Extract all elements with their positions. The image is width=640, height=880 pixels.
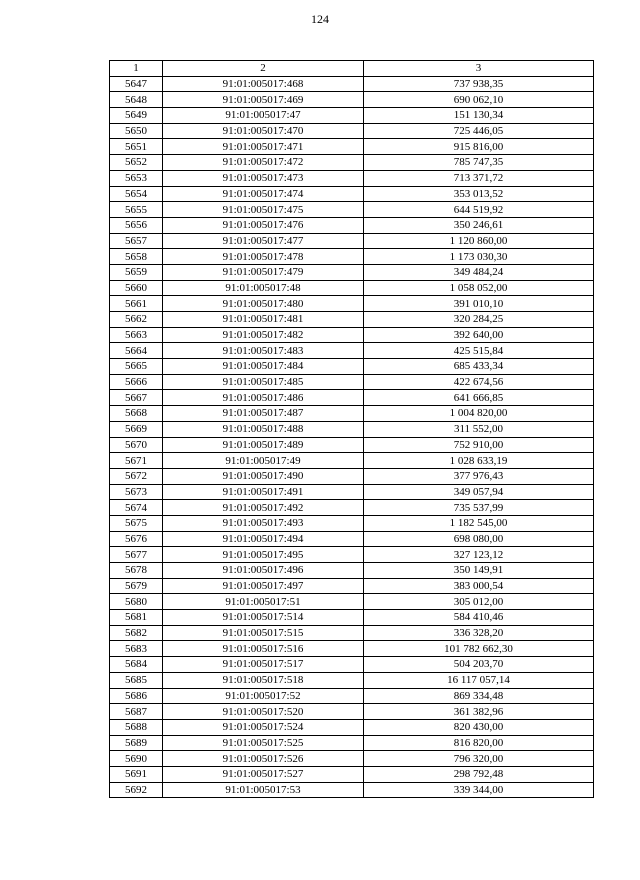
table-row [110, 688, 594, 704]
row-number-cell: 5685 [110, 672, 163, 688]
cadastral-number-cell: 91:01:005017:480 [163, 296, 364, 312]
row-number-cell: 5678 [110, 563, 163, 579]
table-row [110, 76, 594, 92]
cadastral-number-cell: 91:01:005017:52 [163, 688, 364, 704]
cadastral-number-cell: 91:01:005017:526 [163, 751, 364, 767]
row-number-cell: 5656 [110, 217, 163, 233]
table-row [110, 374, 594, 390]
value-cell: 1 120 860,00 [364, 233, 594, 249]
row-number-cell: 5686 [110, 688, 163, 704]
row-number-cell: 5655 [110, 202, 163, 218]
table-row [110, 610, 594, 626]
cadastral-number-cell: 91:01:005017:47 [163, 108, 364, 124]
table-row [110, 343, 594, 359]
cadastral-number-cell: 91:01:005017:491 [163, 484, 364, 500]
table-row [110, 359, 594, 375]
row-number-cell: 5679 [110, 578, 163, 594]
row-number-cell: 5667 [110, 390, 163, 406]
table-row [110, 186, 594, 202]
cadastral-number-cell: 91:01:005017:51 [163, 594, 364, 610]
value-cell: 320 284,25 [364, 312, 594, 328]
cadastral-number-cell: 91:01:005017:471 [163, 139, 364, 155]
table-row [110, 704, 594, 720]
cadastral-number-cell: 91:01:005017:487 [163, 406, 364, 422]
value-cell: 1 182 545,00 [364, 515, 594, 531]
cadastral-number-cell: 91:01:005017:53 [163, 782, 364, 798]
table-row [110, 139, 594, 155]
row-number-cell: 5652 [110, 155, 163, 171]
value-cell: 425 515,84 [364, 343, 594, 359]
value-cell: 690 062,10 [364, 92, 594, 108]
column-header-1: 1 [110, 61, 163, 77]
row-number-cell: 5661 [110, 296, 163, 312]
table-row [110, 594, 594, 610]
cadastral-number-cell: 91:01:005017:479 [163, 264, 364, 280]
page-number: 124 [311, 12, 329, 26]
table-row [110, 500, 594, 516]
row-number-cell: 5677 [110, 547, 163, 563]
cadastral-number-cell: 91:01:005017:518 [163, 672, 364, 688]
row-number-cell: 5675 [110, 515, 163, 531]
row-number-cell: 5648 [110, 92, 163, 108]
table-row [110, 92, 594, 108]
value-cell: 816 820,00 [364, 735, 594, 751]
value-cell: 349 484,24 [364, 264, 594, 280]
table-row [110, 296, 594, 312]
table-row [110, 108, 594, 124]
column-header-3: 3 [364, 61, 594, 77]
row-number-cell: 5690 [110, 751, 163, 767]
column-header-2: 2 [163, 61, 364, 77]
value-cell: 698 080,00 [364, 531, 594, 547]
value-cell: 735 537,99 [364, 500, 594, 516]
value-cell: 713 371,72 [364, 170, 594, 186]
table-row [110, 484, 594, 500]
cadastral-number-cell: 91:01:005017:492 [163, 500, 364, 516]
value-cell: 1 028 633,19 [364, 453, 594, 469]
cadastral-number-cell: 91:01:005017:493 [163, 515, 364, 531]
row-number-cell: 5657 [110, 233, 163, 249]
cadastral-number-cell: 91:01:005017:495 [163, 547, 364, 563]
cadastral-number-cell: 91:01:005017:516 [163, 641, 364, 657]
value-cell: 350 246,61 [364, 217, 594, 233]
table-row [110, 672, 594, 688]
row-number-cell: 5674 [110, 500, 163, 516]
cadastral-number-cell: 91:01:005017:478 [163, 249, 364, 265]
value-cell: 1 058 052,00 [364, 280, 594, 296]
table-row [110, 264, 594, 280]
table-row [110, 312, 594, 328]
value-cell: 869 334,48 [364, 688, 594, 704]
value-cell: 305 012,00 [364, 594, 594, 610]
row-number-cell: 5673 [110, 484, 163, 500]
table-row [110, 578, 594, 594]
row-number-cell: 5691 [110, 766, 163, 782]
row-number-cell: 5668 [110, 406, 163, 422]
value-cell: 298 792,48 [364, 766, 594, 782]
value-cell: 785 747,35 [364, 155, 594, 171]
value-cell: 644 519,92 [364, 202, 594, 218]
table-row [110, 249, 594, 265]
data-table [109, 60, 594, 798]
table-row [110, 327, 594, 343]
cadastral-number-cell: 91:01:005017:468 [163, 76, 364, 92]
value-cell: 641 666,85 [364, 390, 594, 406]
value-cell: 422 674,56 [364, 374, 594, 390]
row-number-cell: 5669 [110, 421, 163, 437]
value-cell: 327 123,12 [364, 547, 594, 563]
value-cell: 349 057,94 [364, 484, 594, 500]
value-cell: 151 130,34 [364, 108, 594, 124]
value-cell: 1 173 030,30 [364, 249, 594, 265]
cadastral-number-cell: 91:01:005017:496 [163, 563, 364, 579]
cadastral-number-cell: 91:01:005017:477 [163, 233, 364, 249]
cadastral-number-cell: 91:01:005017:524 [163, 719, 364, 735]
value-cell: 361 382,96 [364, 704, 594, 720]
cadastral-number-cell: 91:01:005017:489 [163, 437, 364, 453]
row-number-cell: 5676 [110, 531, 163, 547]
cadastral-number-cell: 91:01:005017:525 [163, 735, 364, 751]
row-number-cell: 5666 [110, 374, 163, 390]
row-number-cell: 5692 [110, 782, 163, 798]
table-row [110, 735, 594, 751]
cadastral-number-cell: 91:01:005017:474 [163, 186, 364, 202]
table-row [110, 123, 594, 139]
table-row [110, 170, 594, 186]
value-cell: 336 328,20 [364, 625, 594, 641]
row-number-cell: 5649 [110, 108, 163, 124]
table-row [110, 531, 594, 547]
cadastral-number-cell: 91:01:005017:486 [163, 390, 364, 406]
table-row [110, 641, 594, 657]
table-row [110, 233, 594, 249]
row-number-cell: 5684 [110, 657, 163, 673]
row-number-cell: 5662 [110, 312, 163, 328]
row-number-cell: 5689 [110, 735, 163, 751]
cadastral-number-cell: 91:01:005017:514 [163, 610, 364, 626]
cadastral-number-cell: 91:01:005017:517 [163, 657, 364, 673]
table-row [110, 515, 594, 531]
value-cell: 737 938,35 [364, 76, 594, 92]
cadastral-number-cell: 91:01:005017:527 [163, 766, 364, 782]
cadastral-number-cell: 91:01:005017:473 [163, 170, 364, 186]
cadastral-number-cell: 91:01:005017:469 [163, 92, 364, 108]
table-row [110, 406, 594, 422]
cadastral-number-cell: 91:01:005017:476 [163, 217, 364, 233]
row-number-cell: 5687 [110, 704, 163, 720]
value-cell: 796 320,00 [364, 751, 594, 767]
table-row [110, 625, 594, 641]
value-cell: 377 976,43 [364, 468, 594, 484]
value-cell: 101 782 662,30 [364, 641, 594, 657]
cadastral-number-cell: 91:01:005017:49 [163, 453, 364, 469]
cadastral-number-cell: 91:01:005017:485 [163, 374, 364, 390]
cadastral-number-cell: 91:01:005017:484 [163, 359, 364, 375]
row-number-cell: 5663 [110, 327, 163, 343]
header-row [110, 61, 594, 77]
row-number-cell: 5683 [110, 641, 163, 657]
row-number-cell: 5660 [110, 280, 163, 296]
row-number-cell: 5680 [110, 594, 163, 610]
cadastral-number-cell: 91:01:005017:520 [163, 704, 364, 720]
value-cell: 353 013,52 [364, 186, 594, 202]
value-cell: 311 552,00 [364, 421, 594, 437]
cadastral-number-cell: 91:01:005017:475 [163, 202, 364, 218]
table-row [110, 719, 594, 735]
row-number-cell: 5670 [110, 437, 163, 453]
table-row [110, 453, 594, 469]
value-cell: 1 004 820,00 [364, 406, 594, 422]
value-cell: 725 446,05 [364, 123, 594, 139]
value-cell: 504 203,70 [364, 657, 594, 673]
value-cell: 685 433,34 [364, 359, 594, 375]
value-cell: 584 410,46 [364, 610, 594, 626]
row-number-cell: 5658 [110, 249, 163, 265]
table-row [110, 421, 594, 437]
row-number-cell: 5659 [110, 264, 163, 280]
cadastral-number-cell: 91:01:005017:490 [163, 468, 364, 484]
value-cell: 339 344,00 [364, 782, 594, 798]
table-body [110, 76, 594, 798]
value-cell: 16 117 057,14 [364, 672, 594, 688]
row-number-cell: 5672 [110, 468, 163, 484]
table-row [110, 563, 594, 579]
cadastral-number-cell: 91:01:005017:488 [163, 421, 364, 437]
table-row [110, 390, 594, 406]
cadastral-number-cell: 91:01:005017:494 [163, 531, 364, 547]
row-number-cell: 5653 [110, 170, 163, 186]
cadastral-number-cell: 91:01:005017:482 [163, 327, 364, 343]
table-row [110, 751, 594, 767]
table-row [110, 202, 594, 218]
table-row [110, 155, 594, 171]
table-row [110, 782, 594, 798]
table-row [110, 217, 594, 233]
row-number-cell: 5654 [110, 186, 163, 202]
value-cell: 392 640,00 [364, 327, 594, 343]
table-header [110, 61, 594, 77]
row-number-cell: 5647 [110, 76, 163, 92]
value-cell: 391 010,10 [364, 296, 594, 312]
table-row [110, 280, 594, 296]
row-number-cell: 5651 [110, 139, 163, 155]
row-number-cell: 5688 [110, 719, 163, 735]
value-cell: 915 816,00 [364, 139, 594, 155]
row-number-cell: 5681 [110, 610, 163, 626]
row-number-cell: 5665 [110, 359, 163, 375]
row-number-cell: 5682 [110, 625, 163, 641]
cadastral-number-cell: 91:01:005017:472 [163, 155, 364, 171]
table-row [110, 468, 594, 484]
table-row [110, 437, 594, 453]
cadastral-number-cell: 91:01:005017:470 [163, 123, 364, 139]
cadastral-number-cell: 91:01:005017:483 [163, 343, 364, 359]
cadastral-number-cell: 91:01:005017:481 [163, 312, 364, 328]
table-row [110, 547, 594, 563]
value-cell: 820 430,00 [364, 719, 594, 735]
table-row [110, 657, 594, 673]
value-cell: 350 149,91 [364, 563, 594, 579]
row-number-cell: 5650 [110, 123, 163, 139]
cadastral-number-cell: 91:01:005017:515 [163, 625, 364, 641]
row-number-cell: 5671 [110, 453, 163, 469]
cadastral-number-cell: 91:01:005017:497 [163, 578, 364, 594]
cadastral-number-cell: 91:01:005017:48 [163, 280, 364, 296]
value-cell: 383 000,54 [364, 578, 594, 594]
row-number-cell: 5664 [110, 343, 163, 359]
table-row [110, 766, 594, 782]
value-cell: 752 910,00 [364, 437, 594, 453]
